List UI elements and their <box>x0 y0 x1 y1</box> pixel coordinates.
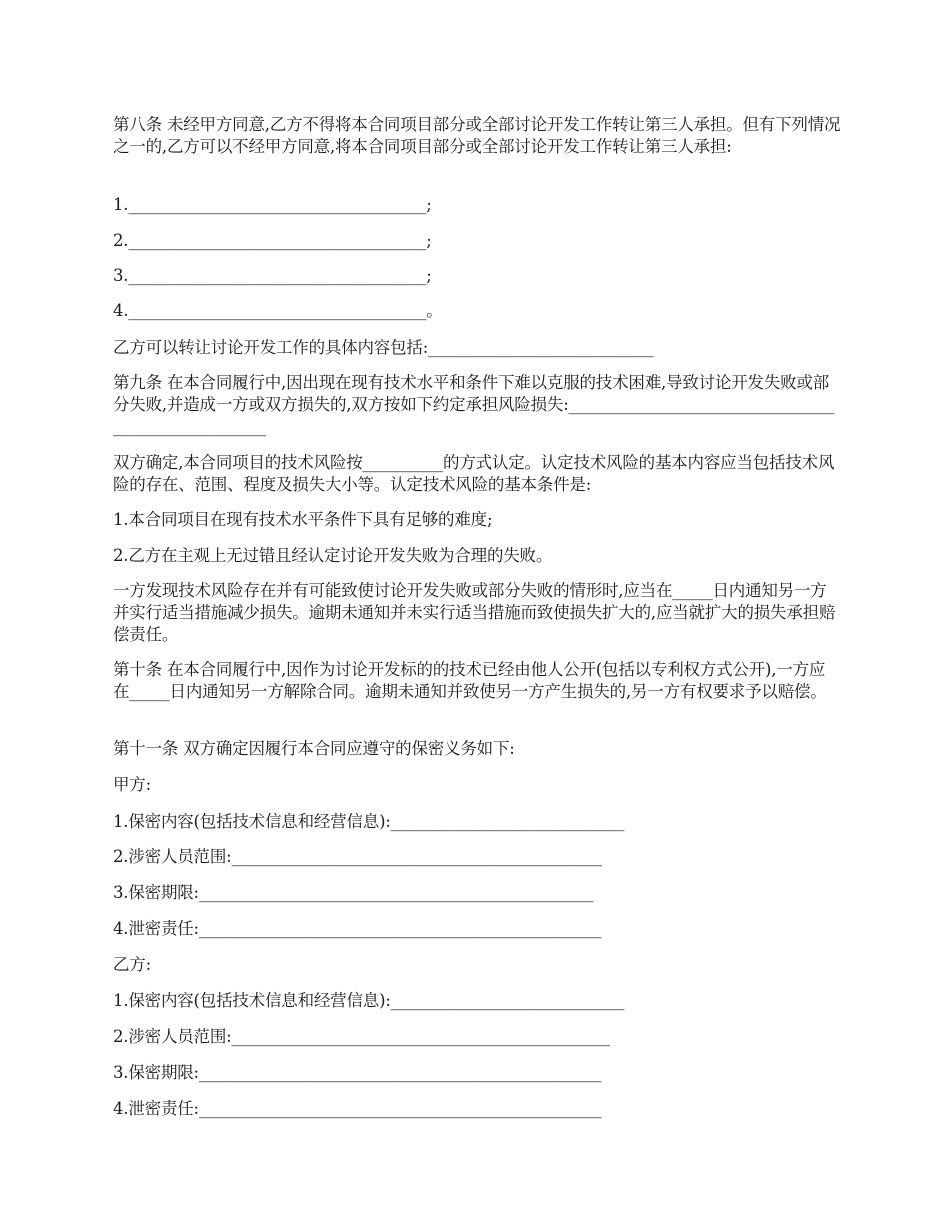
article-9-condition-1: 1.本合同项目在现有技术水平条件下具有足够的难度; <box>113 510 493 529</box>
party-b-personnel-scope: 2.涉密人员范围:_______________________________________________ <box>113 1027 610 1046</box>
article-9-condition-2: 2.乙方在主观上无过错且经认定讨论开发失败为合理的失败。 <box>113 546 553 565</box>
party-b-confidential-content: 1.保密内容(包括技术信息和经营信息):_____________________________ <box>113 991 625 1010</box>
party-a-confidential-content: 1.保密内容(包括技术信息和经营信息):_____________________________ <box>113 812 625 831</box>
party-b-confidential-period: 3.保密期限:__________________________________________________ <box>113 1063 602 1082</box>
article-8-intro: 第八条 未经甲方同意,乙方不得将本合同项目部分或全部讨论开发工作转让第三人承担。但有下列情况之一的,乙方可以不经甲方同意,将本合同项目部分或全部讨论开发工作转让第三人承担: <box>113 115 841 156</box>
party-b-label: 乙方: <box>113 955 151 974</box>
party-a-confidential-period: 3.保密期限:_________________________________________________ <box>113 883 594 902</box>
party-a-leak-liability: 4.泄密责任:__________________________________________________ <box>113 919 602 938</box>
article-8-transfer-content: 乙方可以转让讨论开发工作的具体内容包括:____________________________ <box>113 338 654 357</box>
article-8-item-4: 4._____________________________________。 <box>113 301 443 320</box>
party-b-leak-liability: 4.泄密责任:__________________________________________________ <box>113 1099 602 1118</box>
article-8-item-3: 3._____________________________________; <box>113 266 432 285</box>
article-10: 第十条 在本合同履行中,因作为讨论开发标的的技术已经由他人公开(包括以专利权方式公开),一方应在_____日内通知另一方解除合同。逾期未通知并致使另一方产生损失的,另一方有权要求予以赔偿。 <box>113 660 827 701</box>
article-9-intro: 第九条 在本合同履行中,因出现在现有技术水平和条件下难以克服的技术困难,导致讨论开发失败或部分失败,并造成一方或双方损失的,双方按如下约定承担风险损失:____________________________________________________ <box>113 373 835 436</box>
party-a-personnel-scope: 2.涉密人员范围:______________________________________________ <box>113 847 602 866</box>
article-8-item-1: 1._____________________________________; <box>113 195 432 214</box>
article-11-intro: 第十一条 双方确定因履行本合同应遵守的保密义务如下: <box>113 739 515 758</box>
article-8-item-2: 2._____________________________________; <box>113 231 432 250</box>
article-9-risk-confirmation: 双方确定,本合同项目的技术风险按__________的方式认定。认定技术风险的基本内容应当包括技术风险的存在、范围、程度及损失大小等。认定技术风险的基本条件是: <box>113 453 835 494</box>
article-9-risk-notice: 一方发现技术风险存在并有可能致使讨论开发失败或部分失败的情形时,应当在_____日内通知另一方并实行适当措施减少损失。逾期未通知并未实行适当措施而致使损失扩大的,应当就扩大的损失承担赔偿责任。 <box>113 581 836 644</box>
party-a-label: 甲方: <box>113 775 151 794</box>
